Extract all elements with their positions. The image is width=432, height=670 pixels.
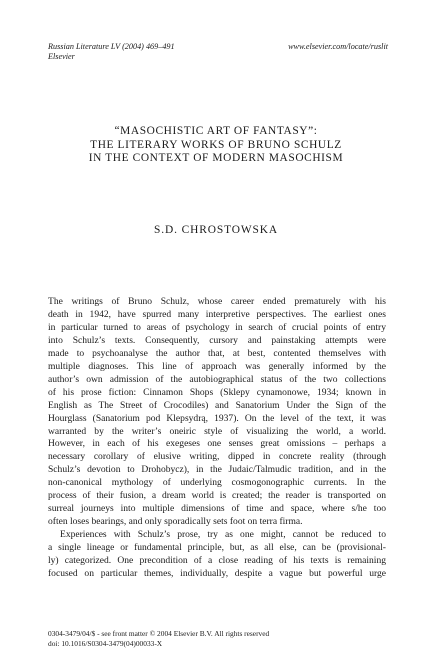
body-line: ly) categorized. One precondition of a close reading of his texts is remaining [48,555,386,567]
title-line: THE LITERARY WORKS OF BRUNO SCHULZ [90,138,342,151]
body-line: warranted by the writer’s oneiric style of visualizing the world, a world. [48,425,386,437]
copyright-footer [48,629,269,649]
article-title [0,125,432,166]
publisher-name: Elsevier [48,52,75,61]
journal-citation: Russian Literature LV (2004) 469–491 [48,42,175,51]
body-line: in particular turned to areas of psychology in search of crucial points of entry [48,321,386,333]
body-line: Hourglass (Sanatorium pod Klepsydrą, 1937). On the level of the text, it was [48,412,386,424]
copyright-line: 0304-3479/04/$ - see front matter © 2004 Elsevier B.V. All rights reserved [48,629,270,638]
body-line: made to psychoanalyse the author that, at best, contented themselves with [48,347,386,359]
body-line: of his prose fiction: Cinnamon Shops (Sklepy cynamonowe, 1934; known in [48,386,386,398]
body-line: English as The Street of Crocodiles) and Sanatorium Under the Sign of the [48,399,386,411]
body-line: author’s own admission of the autobiographical status of the two collections [48,373,386,385]
doi-line[interactable]: doi: 10.1016/S0304-3479(04)00033-X [48,639,163,648]
body-line: necessary corollary of elusive writing, dipped in concrete reality (through [48,451,386,463]
body-line: death in 1942, have spurred many interpretive perspectives. The earliest ones [48,308,386,320]
body-line: process of their fusion, a dream world is created; the reader is transported on [48,490,386,502]
body-line: Experiences with Schulz’s prose, try as one might, cannot be reduced to [60,529,386,541]
body-line: into Schulz’s texts. Consequently, cursory and painstaking attempts were [48,334,386,346]
body-line: multiple diagnoses. This line of approach was generally informed by the [48,360,386,372]
body-line: a single lineage or fundamental principle, but, as all else, can be (provisional- [48,542,386,554]
body-line: often loses bearings, and only sporadically sets foot on terra firma. [48,516,303,528]
journal-url[interactable]: www.elsevier.com/locate/ruslit [288,42,388,51]
body-line: focused on particular themes, individually, despite a vague but powerful urge [48,568,386,580]
title-line: “MASOCHISTIC ART OF FANTASY”: [114,125,318,137]
body-line: Schulz’s devotion to Drohobycz), in the Judaic/Talmudic tradition, and in the [48,464,386,476]
body-line: However, in each of his exegeses one senses great omissions – perhaps a [48,438,386,450]
author-name: S.D. CHROSTOWSKA [153,224,278,236]
article-body [48,296,386,581]
title-line: IN THE CONTEXT OF MODERN MASOCHISM [88,152,344,165]
body-line: surreal journeys into multiple dimensions of time and space, where s/he too [48,503,386,515]
body-line: non-canonical mythology of underlying cosmogonographic currents. In the [48,477,386,489]
body-line: The writings of Bruno Schulz, whose career ended prematurely with his [48,296,386,307]
